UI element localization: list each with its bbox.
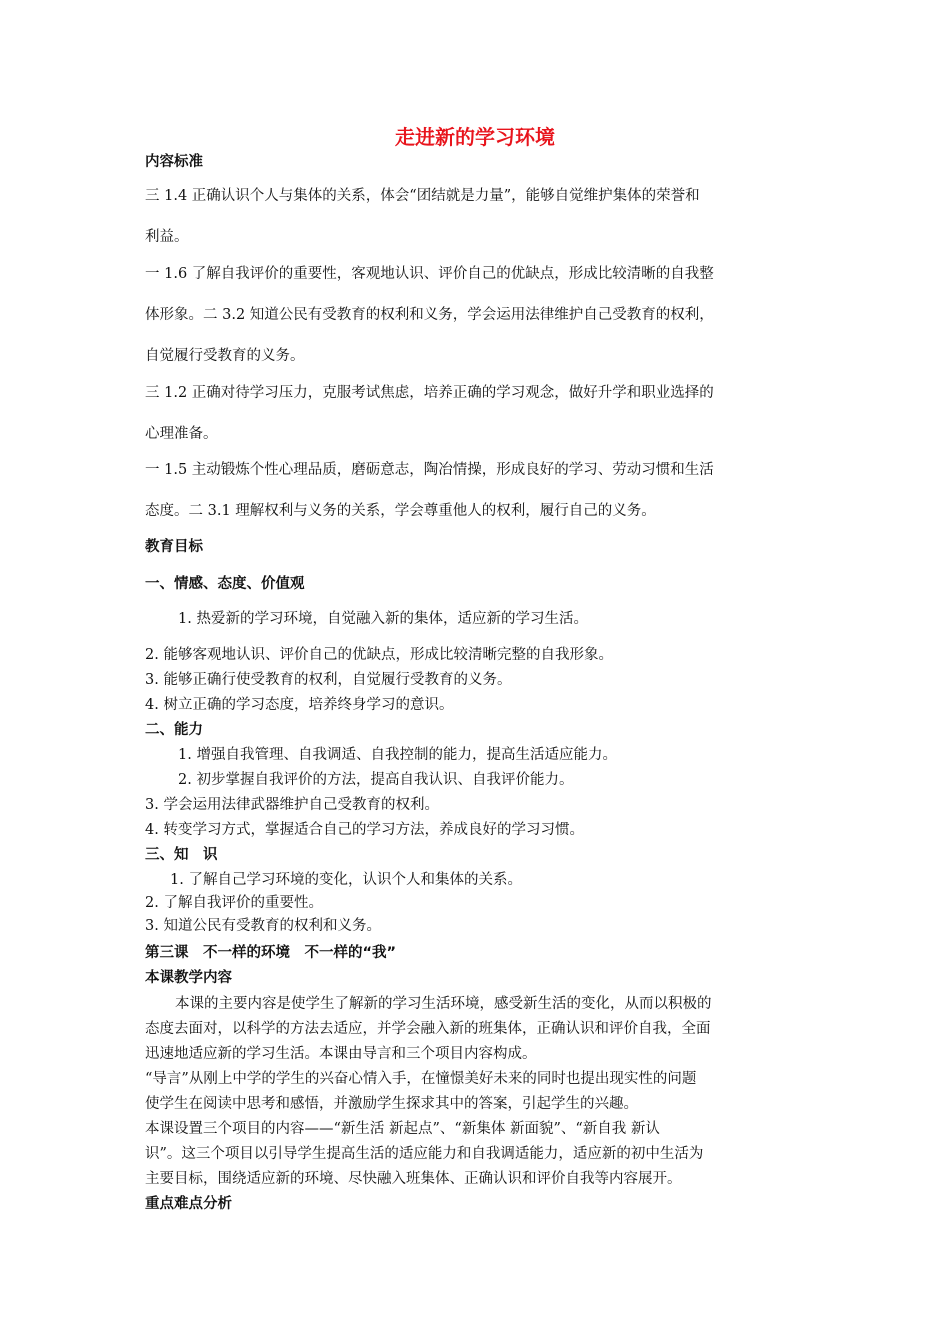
lesson-paragraph-3 xyxy=(145,1117,807,1192)
subheading-emotion: 一、情感、态度、价值观 xyxy=(145,576,305,592)
text-line: 本课的主要内容是使学生了解新的学习生活环境，感受新生活的变化，从而以积极的 xyxy=(175,996,712,1012)
text-line: 一 1.6 了解自我评价的重要性，客观地认识、评价自己的优缺点，形成比较清晰的自我整 xyxy=(145,266,714,282)
goal-item: 2. 初步掌握自我评价的方法，提高自我认识、自我评价能力。 xyxy=(178,772,574,788)
section-heading-content-standard: 内容标准 xyxy=(145,154,203,170)
standard-item-3 xyxy=(145,373,807,455)
goal-item: 2. 了解自我评价的重要性。 xyxy=(145,895,323,911)
lesson-paragraph-2 xyxy=(145,1067,807,1117)
goal-item: 1. 增强自我管理、自我调适、自我控制的能力，提高生活适应能力。 xyxy=(178,747,617,763)
standard-item-2 xyxy=(145,254,807,377)
subheading-lesson-content: 本课教学内容 xyxy=(145,970,232,986)
standard-item-1 xyxy=(145,176,807,258)
text-line: 体形象。二 3.2 知道公民有受教育的权利和义务，学会运用法律维护自己受教育的权利， xyxy=(145,307,714,323)
subheading-ability: 二、能力 xyxy=(145,722,203,738)
goal-item: 1. 热爱新的学习环境，自觉融入新的集体，适应新的学习生活。 xyxy=(178,611,588,627)
text-line: “导言”从刚上中学的学生的兴奋心情入手，在憧憬美好未来的同时也提出现实性的问题 xyxy=(145,1071,697,1087)
goal-item: 3. 学会运用法律武器维护自己受教育的权利。 xyxy=(145,797,439,813)
document-title: 走进新的学习环境 xyxy=(395,125,555,149)
standard-item-4 xyxy=(145,450,807,532)
goal-item: 4. 转变学习方式，掌握适合自己的学习方法，养成良好的学习习惯。 xyxy=(145,822,584,838)
text-line: 自觉履行受教育的义务。 xyxy=(145,348,305,364)
text-line: 三 1.2 正确对待学习压力，克服考试焦虑，培养正确的学习观念，做好升学和职业选择的 xyxy=(145,385,714,401)
goal-item: 4. 树立正确的学习态度，培养终身学习的意识。 xyxy=(145,697,454,713)
text-line: 态度去面对，以科学的方法去适应，并学会融入新的班集体，正确认识和评价自我，全面 xyxy=(145,1021,711,1037)
goal-item: 2. 能够客观地认识、评价自己的优缺点，形成比较清晰完整的自我形象。 xyxy=(145,647,613,663)
section-heading-education-goals: 教育目标 xyxy=(145,539,203,555)
lesson-heading: 第三课 不一样的环境 不一样的“我” xyxy=(145,945,397,961)
text-line: 一 1.5 主动锻炼个性心理品质，磨砺意志，陶冶情操，形成良好的学习、劳动习惯和生活 xyxy=(145,462,714,478)
text-line: 使学生在阅读中思考和感悟，并激励学生探求其中的答案，引起学生的兴趣。 xyxy=(145,1096,638,1112)
text-line: 迅速地适应新的学习生活。本课由导言和三个项目内容构成。 xyxy=(145,1046,537,1062)
text-line: 本课设置三个项目的内容——“新生活 新起点”、“新集体 新面貌”、“新自我 新认 xyxy=(145,1121,660,1137)
subheading-key-difficulty-analysis: 重点难点分析 xyxy=(145,1196,232,1212)
text-line: 态度。二 3.1 理解权利与义务的关系，学会尊重他人的权利，履行自己的义务。 xyxy=(145,503,656,519)
text-line: 心理准备。 xyxy=(145,426,218,442)
goal-item: 3. 能够正确行使受教育的权利，自觉履行受教育的义务。 xyxy=(145,672,512,688)
text-line: 识”。这三个项目以引导学生提高生活的适应能力和自我调适能力，适应新的初中生活为 xyxy=(145,1146,704,1162)
text-line: 利益。 xyxy=(145,229,189,245)
text-line: 主要目标，围绕适应新的环境、尽快融入班集体、正确认识和评价自我等内容展开。 xyxy=(145,1171,682,1187)
lesson-paragraph-1 xyxy=(145,992,807,1067)
text-line: 三 1.4 正确认识个人与集体的关系，体会“团结就是力量”，能够自觉维护集体的荣誉和 xyxy=(145,188,700,204)
subheading-knowledge: 三、知 识 xyxy=(145,847,218,863)
goal-item: 1. 了解自己学习环境的变化，认识个人和集体的关系。 xyxy=(170,872,522,888)
goal-item: 3. 知道公民有受教育的权利和义务。 xyxy=(145,918,381,934)
